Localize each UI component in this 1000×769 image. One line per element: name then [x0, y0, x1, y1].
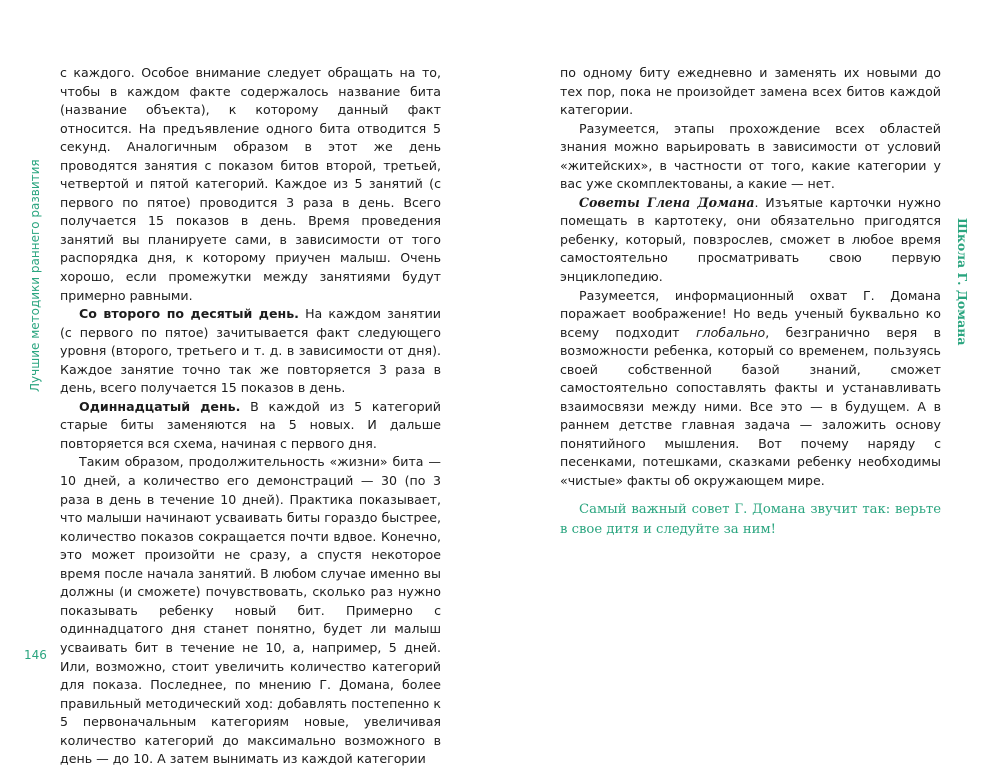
left-paragraph-4: Таким образом, продолжительность «жизни» бита — 10 дней, а количество его демонстраций — 30 (по 3 раза в день в течение 10 дней). Практика показывает, что малыши начинают усваивать биты гораздо быстрее, количество показов сокращается почти вдвое. Конечно, это может произойти не сразу, а спустя некоторое время после начала занятий. В любом случае именно вы должны (и сможете) почувствовать, сколько раз нужно показывать ребенку новый бит. Примерно с одиннадцатого дня станет понятно, будет ли малыш усваивать бит в течение не 10, а, например, 5 дней. Или, возможно, стоит увеличить количество категорий для показа. Последнее, по мнению Г. Домана, более правильный методический ход: добавлять постепенно к 5 первоначальным категориям новые, увеличивая количество категорий до максимально возможного в день — до 10. А затем вынимать из каждой категории [60, 454, 441, 767]
left-paragraph-3 [60, 398, 441, 454]
right-page [500, 0, 1000, 720]
paragraph-2-lead: Со второго по десятый день. [79, 306, 299, 322]
page-number: 146 [24, 648, 47, 662]
left-page [0, 0, 500, 767]
paragraph-3-lead: Одиннадцатый день. [79, 398, 241, 414]
left-paragraph-2 [60, 305, 441, 398]
right-paragraph-1: по одному биту ежедневно и заменять их новыми до тех пор, пока не произойдет замена всех битов каждой категории. [560, 65, 941, 118]
paragraph-2-text: На каждом занятии (с первого по пятое) зачитывается факт следующего уровня (второго, третьего и т. д. в зависимости от дня). Каждое занятие точно так же повторяется 3 раза в день, всего получается 15 показов в день. [60, 306, 441, 396]
right-paragraph-3 [560, 194, 941, 287]
right-paragraph-2: Разумеется, этапы прохождение всех областей знания можно варьировать в зависимости от условий «житейских», в частности от того, какие категории у вас уже скомплектованы, а какие — нет. [560, 120, 941, 192]
paragraph-4-italic: глобально [695, 324, 766, 340]
right-paragraph-4 [560, 287, 941, 491]
left-paragraph-1: с каждого. Особое внимание следует обращать на то, чтобы в каждом факте содержалось название бита (название объекта), к которому данный факт относится. На предъявление одного бита отводится 5 секунд. Аналогичным образом в этот же день проводятся занятия с показом битов второй, третьей, четвертой и пятой категорий. Каждое из 5 занятий (с первого по пятое) проводится 3 раза в день. Всего получается 15 показов в день. Время проведения занятий вы планируете сами, в зависимости от того распорядка дня, к которому приучен малыш. Очень хорошо, если промежутки между занятиями будут примерно равными. [60, 65, 441, 303]
paragraph-3-text: В каждой из 5 категорий старые биты заменяются на 5 новых. И дальше повторяется вся схема, начиная с первого дня. [60, 398, 441, 451]
right-text-column [560, 64, 941, 540]
left-running-head: Лучшие методики раннего развития [28, 159, 42, 392]
left-text-column [60, 64, 441, 769]
paragraph-4-text-b: , безгранично веря в возможности ребенка, который со временем, пользуясь своей собственной базой знаний, сможет самостоятельно сопоставлять факты и устанавливать взаимосвязи между ними. Все это — в будущем. А в раннем детстве главная задача — заложить основу понятийного мышления. Вот почему наряду с песенками, потешками, сказками ребенку необходимы «чистые» факты об окружающем мире. [560, 324, 941, 489]
tips-lead: Советы Глена Домана [579, 194, 755, 210]
highlight-quote: Самый важный совет Г. Домана звучит так: верьте в свое дитя и следуйте за ним! [560, 501, 941, 537]
tips-text: . Изъятые карточки нужно помещать в картотеку, они обязательно пригодятся ребенку, который, повзрослев, сможет в любое время самостоятельно просматривать свою первую энциклопедию. [560, 194, 941, 285]
right-running-head: Школа Г. Домана [955, 218, 970, 346]
paragraph-4-text-a: Разумеется, информационный охват Г. Домана поражает воображение! Но ведь ученый буквально ко всему подходит [560, 287, 941, 340]
